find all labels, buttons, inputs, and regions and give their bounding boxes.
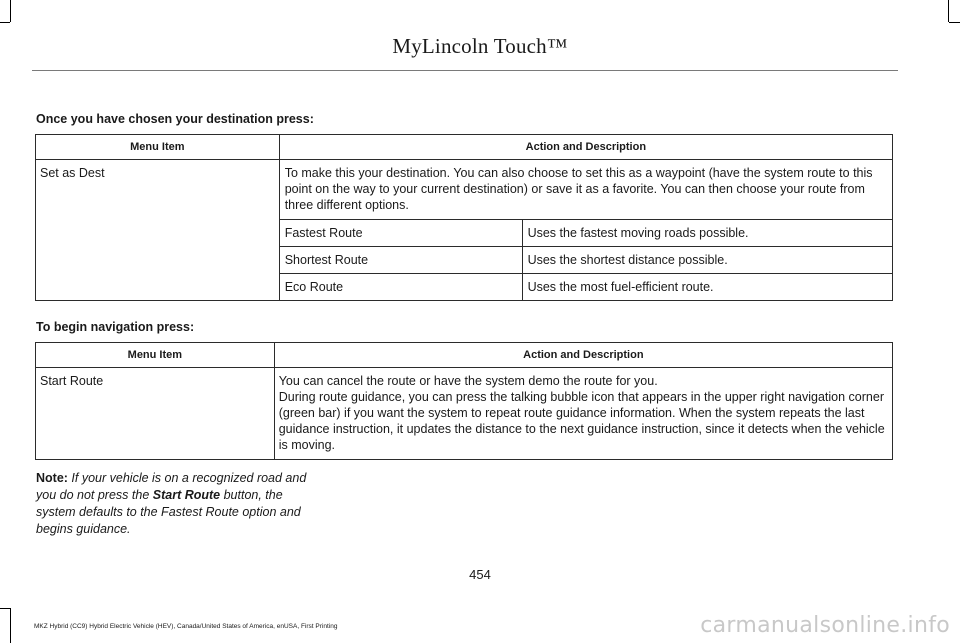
table-row xyxy=(36,368,893,460)
note-label: Note: xyxy=(36,471,68,485)
crop-mark-top-right-h xyxy=(949,22,960,23)
route-option-row xyxy=(280,274,892,301)
route-option-name: Shortest Route xyxy=(280,247,522,274)
table-header-row xyxy=(36,135,893,160)
destination-table xyxy=(35,134,893,301)
route-option-row xyxy=(280,247,892,274)
route-option-desc: Uses the fastest moving roads possible. xyxy=(522,220,892,247)
note-text-before: If your vehicle is on a recognized road and you do not press the xyxy=(36,471,307,502)
page-number: 454 xyxy=(469,567,491,582)
note-paragraph xyxy=(36,470,311,538)
menu-item-cell: Set as Dest xyxy=(36,160,280,301)
section-heading-destination: Once you have chosen your destination press: xyxy=(36,112,314,126)
crop-mark-top-left-v xyxy=(10,0,11,22)
navigation-table xyxy=(35,342,893,460)
note-keyword: Start Route xyxy=(152,488,221,502)
table-row xyxy=(36,160,893,301)
watermark-logo: carmanualsonline.info xyxy=(700,613,950,638)
column-header-action: Action and Description xyxy=(274,343,892,368)
action-cell xyxy=(279,160,892,301)
page-header-title: MyLincoln Touch™ xyxy=(392,34,568,58)
crop-mark-top-left-h xyxy=(0,22,10,23)
column-header-action: Action and Description xyxy=(279,135,892,160)
note-text-after: button, the system defaults to the Fastest Route option and begins guidance. xyxy=(36,488,301,536)
column-header-menu-item: Menu Item xyxy=(36,343,275,368)
header-divider xyxy=(32,70,898,71)
section-heading-navigation: To begin navigation press: xyxy=(36,320,195,334)
crop-mark-bottom-left-h xyxy=(0,608,10,609)
column-header-menu-item: Menu Item xyxy=(36,135,280,160)
start-route-line-1: You can cancel the route or have the system demo the route for you. xyxy=(278,374,658,388)
route-option-name: Fastest Route xyxy=(280,220,522,247)
route-option-name: Eco Route xyxy=(280,274,522,301)
route-option-desc: Uses the most fuel-efficient route. xyxy=(522,274,892,301)
set-as-dest-description: To make this your destination. You can also choose to set this as a waypoint (have the system route to this point on the way to your current destination) or save it as a favorite. You can then choose your route from three different options. xyxy=(284,166,873,212)
action-cell xyxy=(274,368,892,460)
table-header-row xyxy=(36,343,893,368)
route-options-table xyxy=(280,219,892,300)
footer-text: MKZ Hybrid (CC9) Hybrid Electric Vehicle (HEV), Canada/United States of America, enUSA, First Printing xyxy=(34,623,338,630)
menu-item-cell: Start Route xyxy=(36,368,275,460)
route-option-row xyxy=(280,220,892,247)
crop-mark-bottom-left-v xyxy=(10,608,11,643)
route-option-desc: Uses the shortest distance possible. xyxy=(522,247,892,274)
crop-mark-top-right-v xyxy=(948,0,949,22)
start-route-line-2: During route guidance, you can press the talking bubble icon that appears in the upper right navigation corner (green bar) if you want the system to repeat route guidance information. When the system repeats the last guidance instruction, it updates the distance to the next guidance instruction, since it detects when the vehicle is moving. xyxy=(278,390,885,452)
